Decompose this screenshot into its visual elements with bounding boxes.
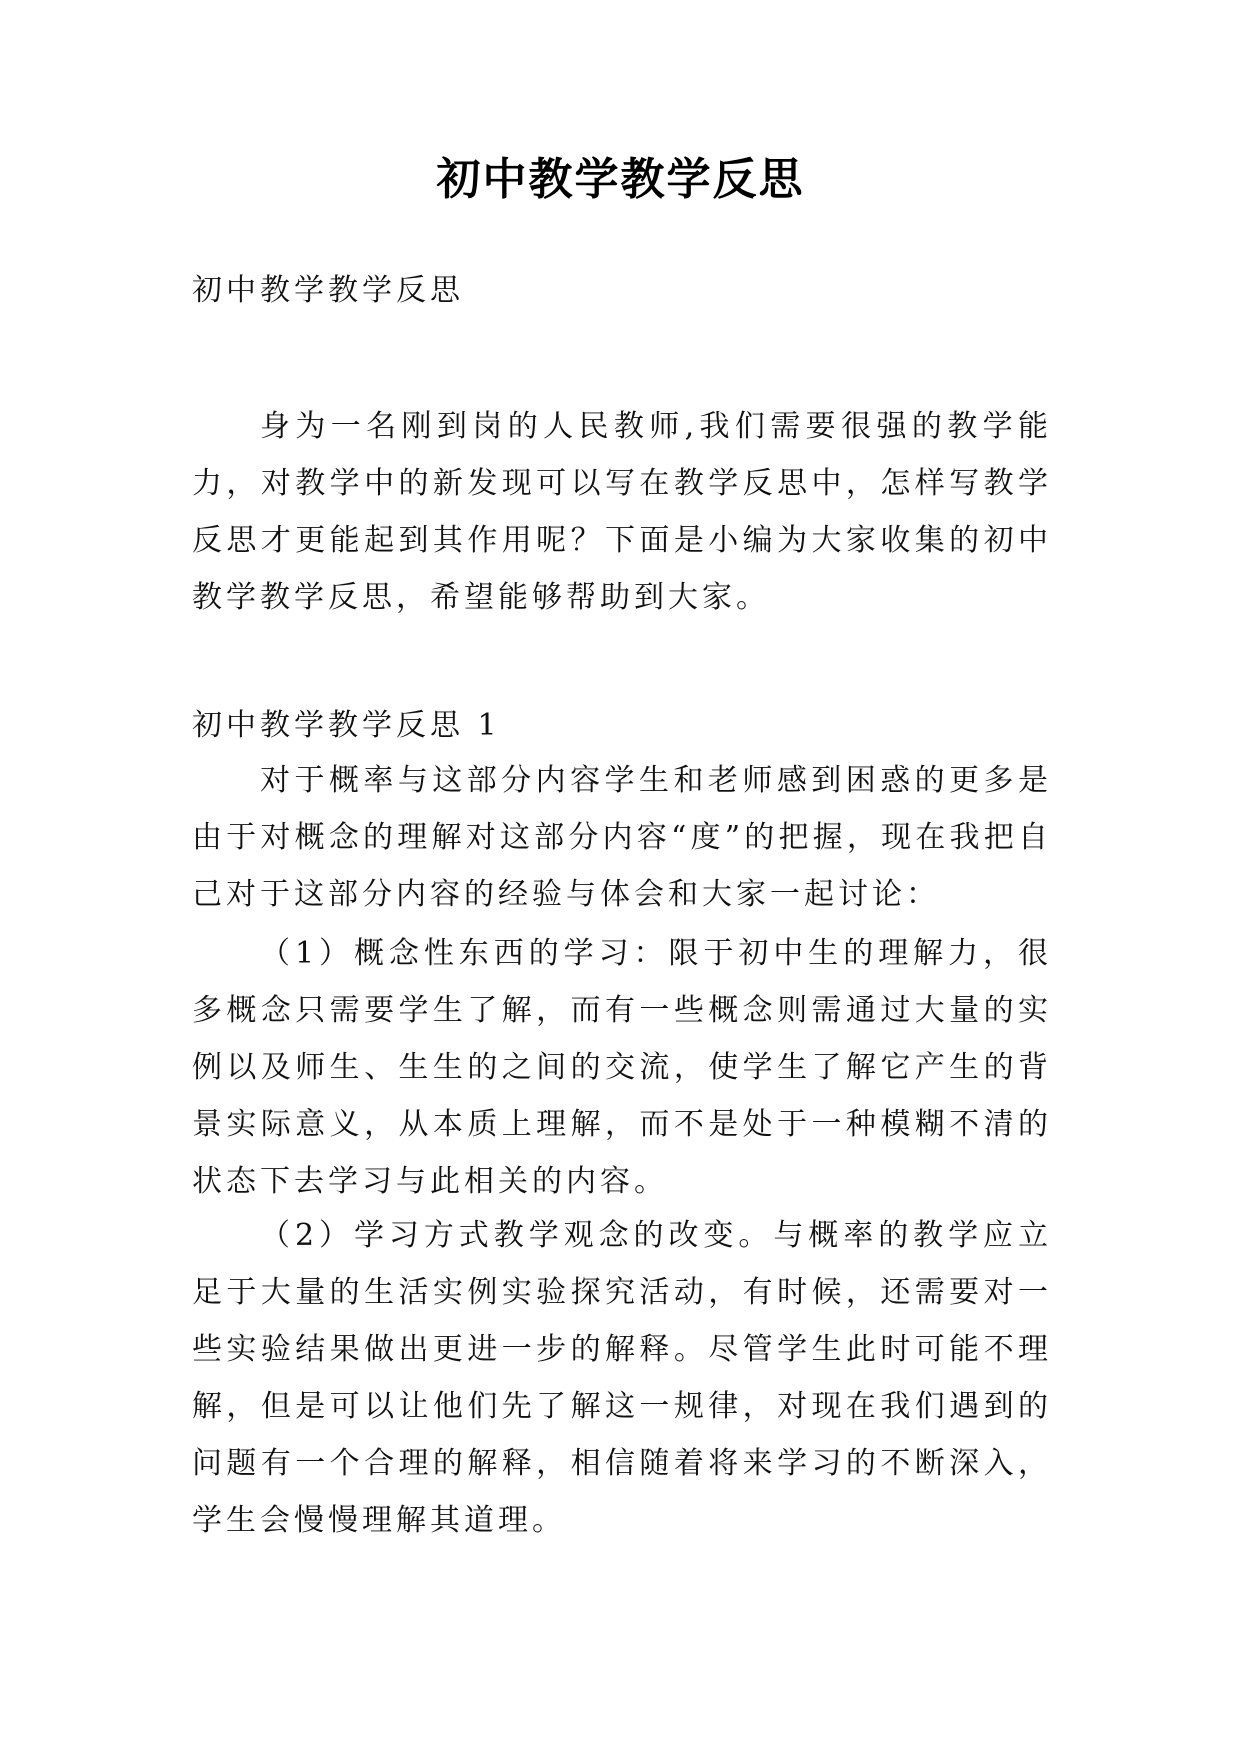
section-paragraph-1: 对于概率与这部分内容学生和老师感到困惑的更多是由于对概念的理解对这部分内容“度”的把握，现在我把自己对于这部分内容的经验与体会和大家一起讨论： [192,763,1052,912]
section-paragraph-3: （2）学习方式教学观念的改变。与概率的教学应立足于大量的生活实例实验探究活动，有时候，还需要对一些实验结果做出更进一步的解释。尽管学生此时可能不理解，但是可以让他们先了解这一规律，对现在我们遇到的问题有一个合理的解释，相信随着将来学习的不断深入，学生会慢慢理解其道理。 [192,1218,1052,1538]
document-subtitle: 初中教学教学反思 [192,273,464,308]
section-heading: 初中教学教学反思 1 [192,708,501,743]
section-paragraph-2: （1）概念性东西的学习：限于初中生的理解力，很多概念只需要学生了解，而有一些概念则需通过大量的实例以及师生、生生的之间的交流，使学生了解它产生的背景实际意义，从本质上理解，而不是处于一种模糊不清的状态下去学习与此相关的内容。 [192,936,1052,1199]
document-title: 初中教学教学反思 [436,154,805,205]
intro-paragraph: 身为一名刚到岗的人民教师,我们需要很强的教学能力，对教学中的新发现可以写在教学反思中，怎样写教学反思才更能起到其作用呢？下面是小编为大家收集的初中教学教学反思，希望能够帮助到大家。 [192,409,1052,615]
